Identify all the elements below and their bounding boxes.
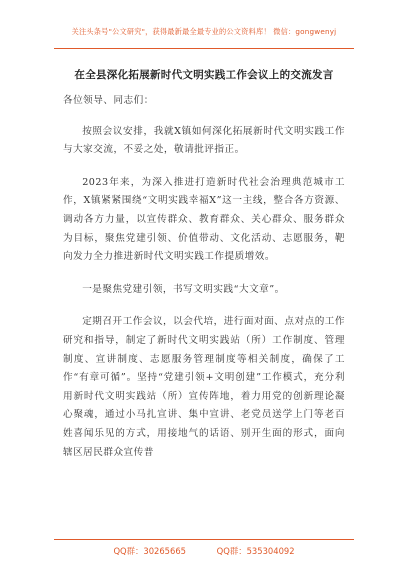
salutation: 各位领导、同志们：	[63, 95, 154, 106]
document-title: 在全县深化拓展新时代文明实践工作会议上的交流发言	[74, 69, 334, 81]
footer-qq-group-2: QQ群：535304092	[216, 546, 295, 556]
footer	[0, 545, 408, 557]
header-divider	[54, 48, 354, 49]
footer-qq-group-1: QQ群：30265665	[113, 546, 186, 556]
header-banner: 关注头条号"公文研究"，获得最新最全最专业的公文资料库！ 微信：gongwenyj	[71, 27, 337, 36]
section-heading-1: 一是聚焦党建引领，书写文明实践“大文章”。	[82, 283, 285, 295]
document-body	[63, 92, 345, 476]
paragraph-section-1: 定期召开工作会议，以会代培，进行面对面、点对点的工作研究和指导，制定了新时代文明实践站（所）工作制度、管理制度、宣讲制度、志愿服务管理制度等相关制度，确保了工作“有章可循”。坚持“党建引领+文明创建”工作模式，充分利用新时代文明实践站（所）宣传阵地，着力用党的创新理论凝心聚魂，通过小马扎宣讲、集中宣讲、老党员送学上门等老百姓喜闻乐见的方式，用接地气的话语、别开生面的形式，面向辖区居民群众宣传普	[63, 316, 345, 458]
footer-divider	[54, 539, 354, 540]
paragraph-overview: 2023年来，为深入推进打造新时代社会治理典范城市工作，X镇紧紧围绕“文明实践幸福X”这一主线，整合各方资源、调动各方力量，以宣传群众、教育群众、关心群众、服务群众为目标，聚焦党建引领、价值带动、文化活动、志愿服务，靶向发力全力推进新时代文明实践工作提质增效。	[63, 176, 345, 263]
paragraph-intro: 按照会议安排，我就X镇如何深化拓展新时代文明实践工作与大家交流，不妥之处，敬请批评指正。	[63, 125, 345, 156]
